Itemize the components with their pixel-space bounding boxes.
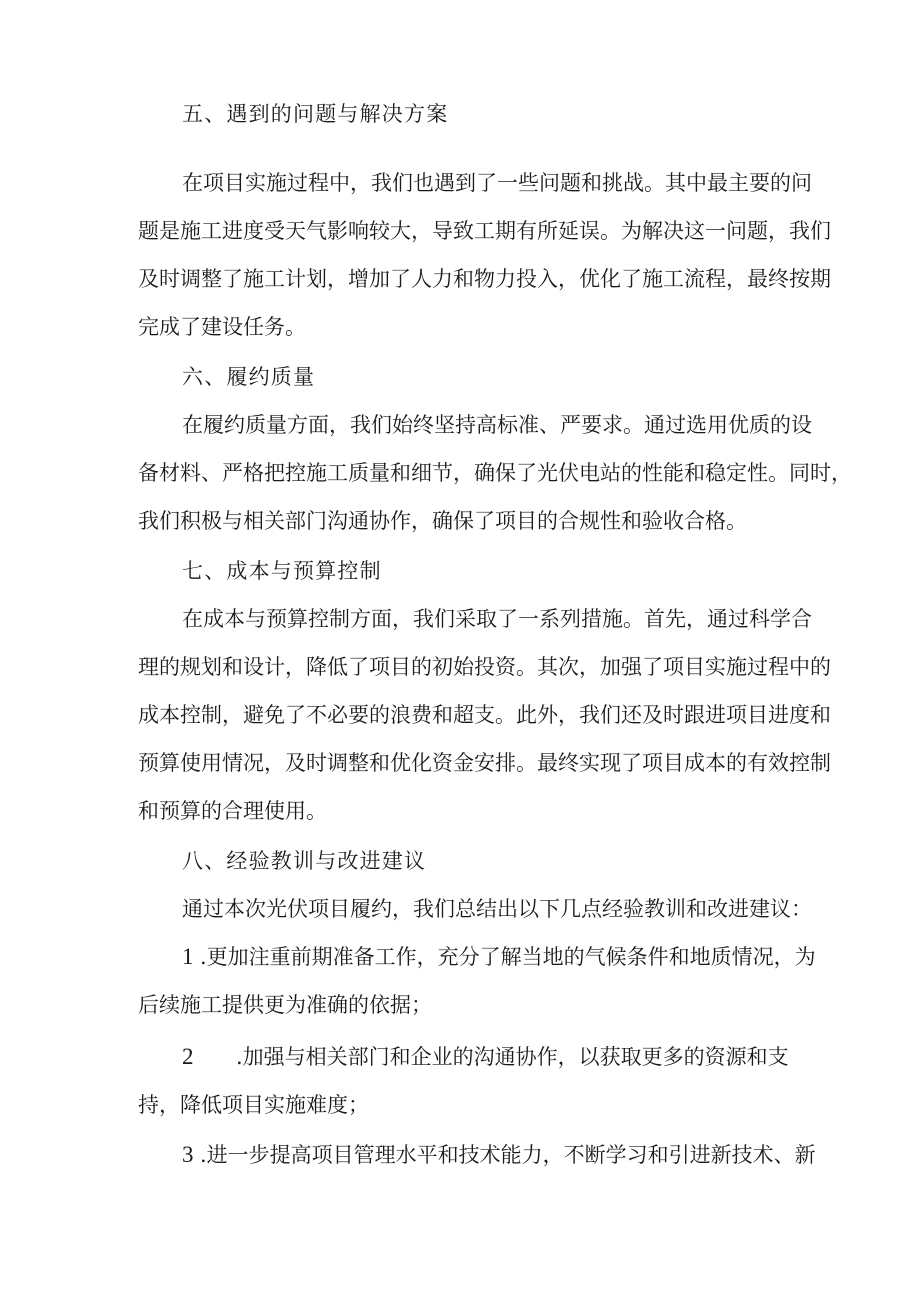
paragraph-line: 在履约质量方面，我们始终坚持高标准、严要求。通过选用优质的设 — [182, 413, 812, 437]
paragraph-line: 预算使用情况，及时调整和优化资金安排。最终实现了项目成本的有效控制 — [138, 751, 831, 775]
paragraph-line: 通过本次光伏项目履约，我们总结出以下几点经验教训和改进建议： — [182, 897, 812, 921]
list-item-text: 持，降低项目实施难度； — [138, 1093, 369, 1117]
list-item-number: 2 — [182, 1044, 194, 1069]
section-heading-6: 六、履约质量 — [182, 365, 316, 389]
paragraph-line: 我们积极与相关部门沟通协作，确保了项目的合规性和验收合格。 — [138, 509, 747, 533]
section-heading-8: 八、经验教训与改进建议 — [182, 849, 427, 873]
list-item-text: .进一步提高项目管理水平和技术能力，不断学习和引进新技术、新 — [200, 1143, 816, 1167]
list-item-number: 3 — [182, 1142, 194, 1167]
list-item-number: 1 — [182, 944, 194, 969]
list-item-text: .加强与相关部门和企业的沟通协作，以获取更多的资源和支 — [236, 1045, 789, 1069]
section-heading-7: 七、成本与预算控制 — [182, 559, 382, 583]
paragraph-line: 理的规划和设计，降低了项目的初始投资。其次，加强了项目实施过程中的 — [138, 655, 831, 679]
paragraph-line: 在项目实施过程中，我们也遇到了一些问题和挑战。其中最主要的问 — [182, 171, 812, 195]
paragraph-line: 在成本与预算控制方面，我们采取了一系列措施。首先，通过科学合 — [182, 607, 812, 631]
paragraph-line: 完成了建设任务。 — [138, 315, 306, 339]
paragraph-line: 成本控制，避免了不必要的浪费和超支。此外，我们还及时跟进项目进度和 — [138, 703, 831, 727]
list-item-text: .更加注重前期准备工作，充分了解当地的气候条件和地质情况，为 — [200, 945, 816, 969]
paragraph-line: 备材料、严格把控施工质量和细节，确保了光伏电站的性能和稳定性。同时， — [138, 461, 852, 485]
list-item-text: 后续施工提供更为准确的依据； — [138, 993, 432, 1017]
section-heading-5: 五、遇到的问题与解决方案 — [182, 102, 449, 126]
paragraph-line: 和预算的合理使用。 — [138, 799, 327, 823]
paragraph-line: 题是施工进度受天气影响较大，导致工期有所延误。为解决这一问题，我们 — [138, 219, 831, 243]
paragraph-line: 及时调整了施工计划，增加了人力和物力投入，优化了施工流程，最终按期 — [138, 267, 831, 291]
